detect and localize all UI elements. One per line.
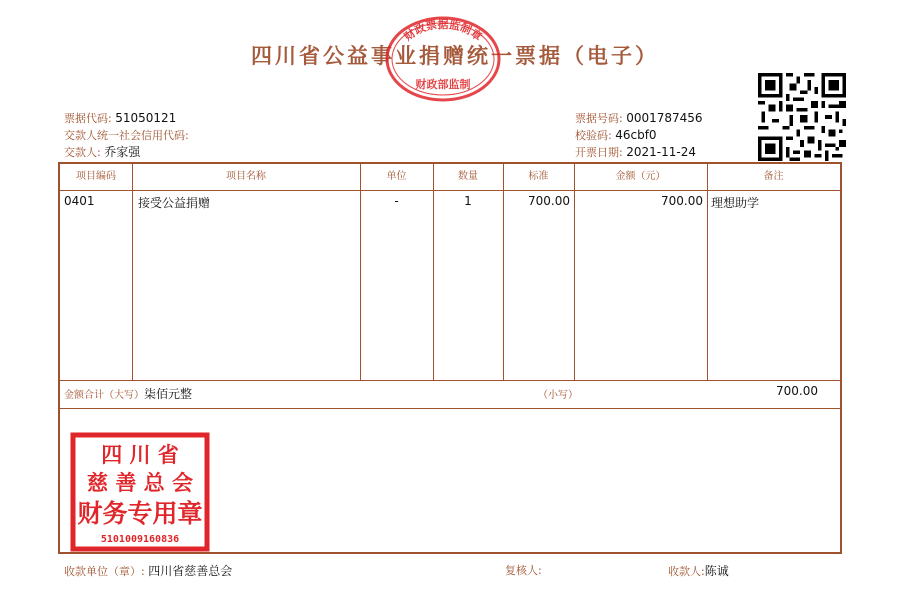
- row-unit: -: [394, 194, 399, 208]
- supervision-stamp: [383, 14, 503, 104]
- col-header-amount: 金额（元）: [615, 171, 666, 182]
- total-upper-value: 柒佰元整: [144, 387, 193, 401]
- col-header-unit: 单位: [386, 171, 407, 182]
- stamp-top-text: 财政票据监制章: [401, 18, 485, 44]
- collector-label: 收款人:: [668, 565, 705, 578]
- payer-value: 乔家强: [104, 145, 141, 159]
- total-small-value: 700.00: [776, 384, 818, 398]
- svg-text:财政票据监制章: [401, 17, 485, 44]
- total-small-label: （小写）: [538, 390, 578, 401]
- seal-number: 5101009160836: [100, 534, 180, 545]
- bill-code-label: 票据代码:: [64, 112, 112, 125]
- stamp-top-sub: 财政部监制: [415, 78, 471, 91]
- check-code-value: 46cbf0: [615, 128, 657, 142]
- seal-line2: 慈 善 总 会: [87, 470, 193, 495]
- payer-label: 交款人:: [64, 146, 101, 159]
- row-qty: 1: [464, 194, 472, 208]
- credit-code-label: 交款人统一社会信用代码:: [64, 129, 189, 142]
- receiver-value: 四川省慈善总会: [148, 564, 233, 578]
- col-header-standard: 标准: [528, 171, 549, 182]
- row-name: 接受公益捐赠: [138, 196, 211, 210]
- check-code-label: 校验码:: [575, 129, 612, 142]
- document-title: 四川省公益事业捐赠统一票据（电子）: [251, 43, 659, 68]
- seal-line1: 四 川 省: [101, 442, 179, 467]
- col-header-qty: 数量: [458, 171, 478, 182]
- receiver-label: 收款单位（章）:: [64, 565, 145, 578]
- reviewer-label: 复核人:: [505, 564, 542, 577]
- collector-value: 陈诚: [704, 564, 729, 578]
- issue-date-label: 开票日期:: [575, 146, 623, 159]
- col-header-note: 备注: [763, 171, 784, 182]
- seal-line3: 财务专用章: [77, 499, 203, 528]
- row-note: 理想助学: [711, 196, 760, 210]
- col-header-name: 项目名称: [226, 171, 266, 182]
- row-amount: 700.00: [661, 194, 703, 208]
- bill-code-value: 51050121: [115, 111, 177, 125]
- row-standard: 700.00: [528, 194, 570, 208]
- col-header-code: 项目编码: [76, 171, 116, 182]
- issue-date-value: 2021-11-24: [626, 145, 696, 159]
- finance-seal: [70, 432, 210, 552]
- qr-code-icon: [758, 73, 846, 161]
- bill-no-label: 票据号码:: [575, 112, 623, 125]
- row-code: 0401: [64, 194, 95, 208]
- total-upper-label: 金额合计（大写）: [64, 390, 144, 401]
- bill-no-value: 0001787456: [626, 111, 703, 125]
